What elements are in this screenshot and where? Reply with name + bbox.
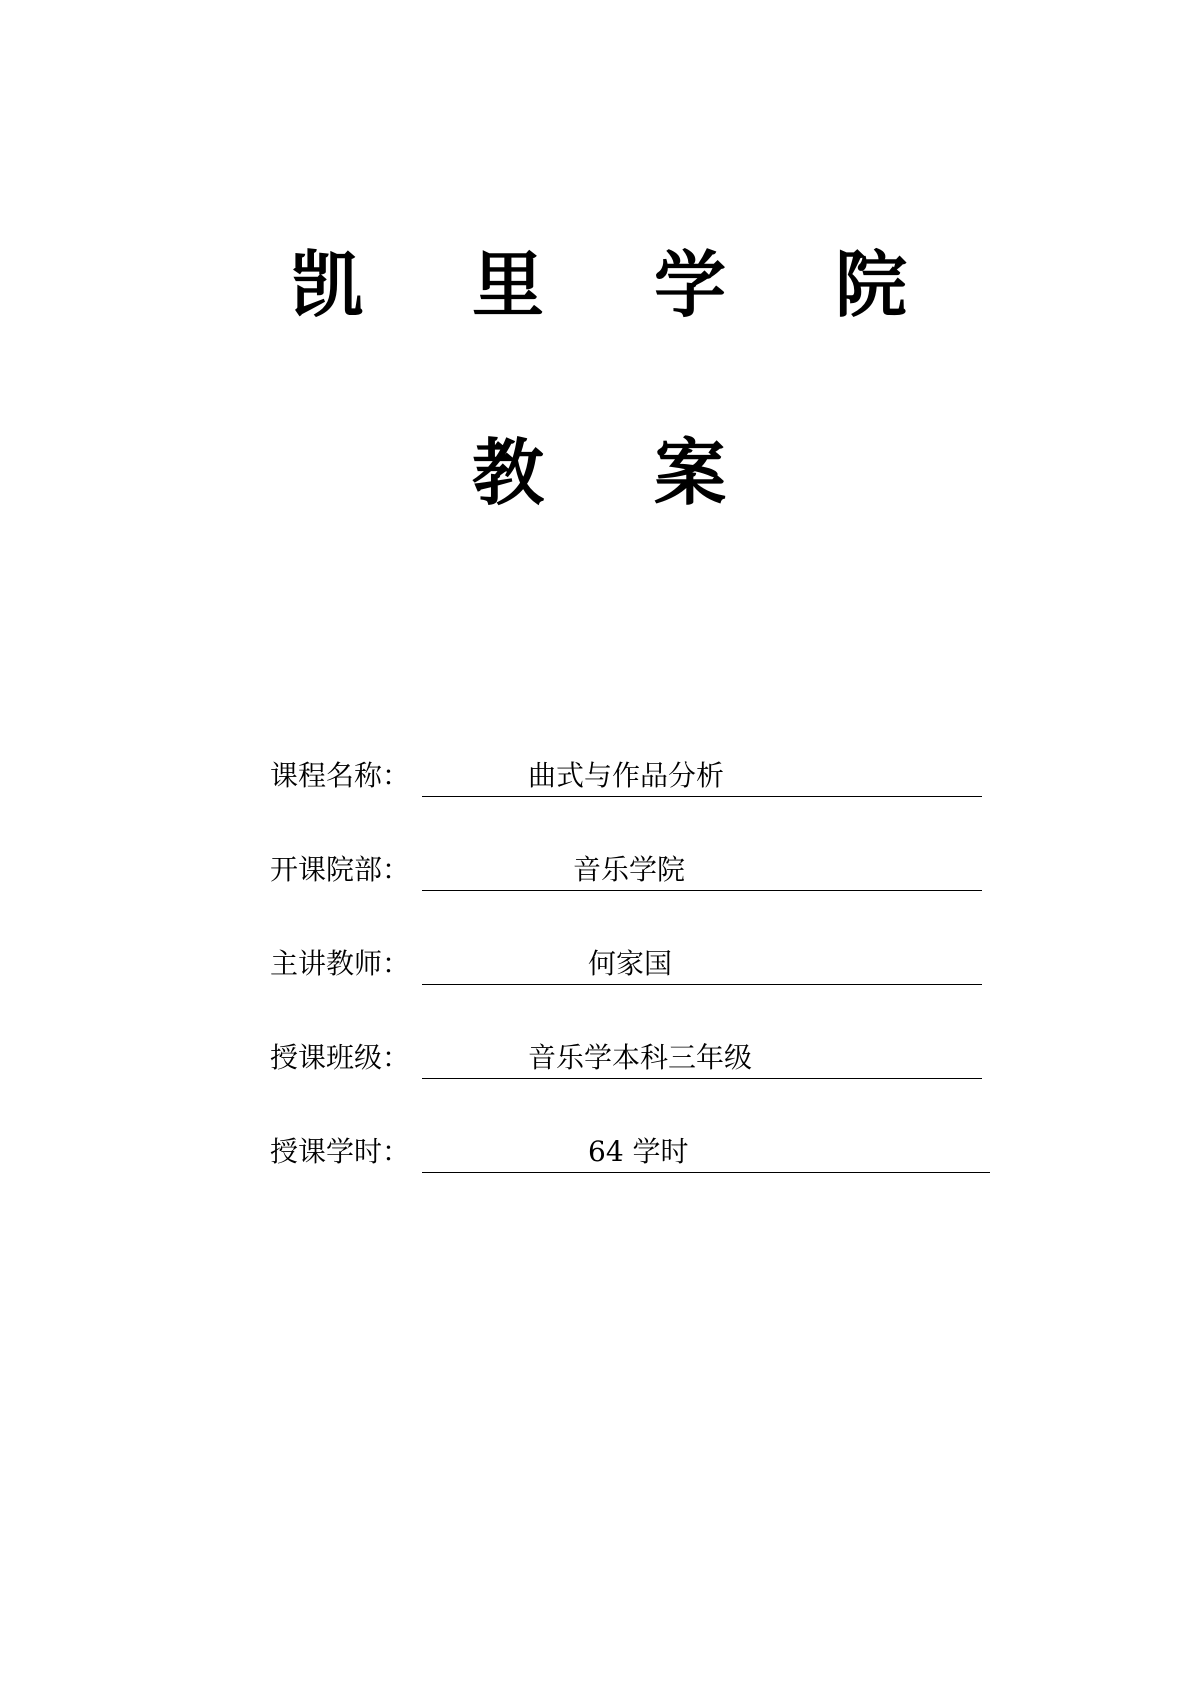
underline bbox=[422, 1132, 990, 1173]
document-type-char: 案 bbox=[653, 431, 726, 515]
field-value: 音乐学院 bbox=[573, 853, 686, 886]
field-label: 授课班级： bbox=[270, 1041, 411, 1074]
document-type-title bbox=[0, 428, 1200, 518]
underline bbox=[422, 850, 982, 891]
school-name-title bbox=[0, 240, 1200, 330]
field-value: 音乐学本科三年级 bbox=[528, 1041, 753, 1074]
field-label: 主讲教师： bbox=[270, 947, 411, 980]
field-label: 授课学时： bbox=[270, 1135, 411, 1168]
school-name-char: 里 bbox=[471, 243, 544, 327]
school-name-char: 学 bbox=[653, 243, 726, 327]
field-label: 课程名称： bbox=[270, 759, 411, 792]
field-label: 开课院部： bbox=[270, 853, 411, 886]
school-name-char: 院 bbox=[834, 243, 907, 327]
underline bbox=[422, 944, 982, 985]
field-value: 曲式与作品分析 bbox=[528, 759, 725, 792]
document-type-char: 教 bbox=[471, 431, 544, 515]
field-value: 64 学时 bbox=[588, 1135, 689, 1168]
school-name-char: 凯 bbox=[290, 243, 363, 327]
field-value: 何家国 bbox=[588, 947, 673, 980]
